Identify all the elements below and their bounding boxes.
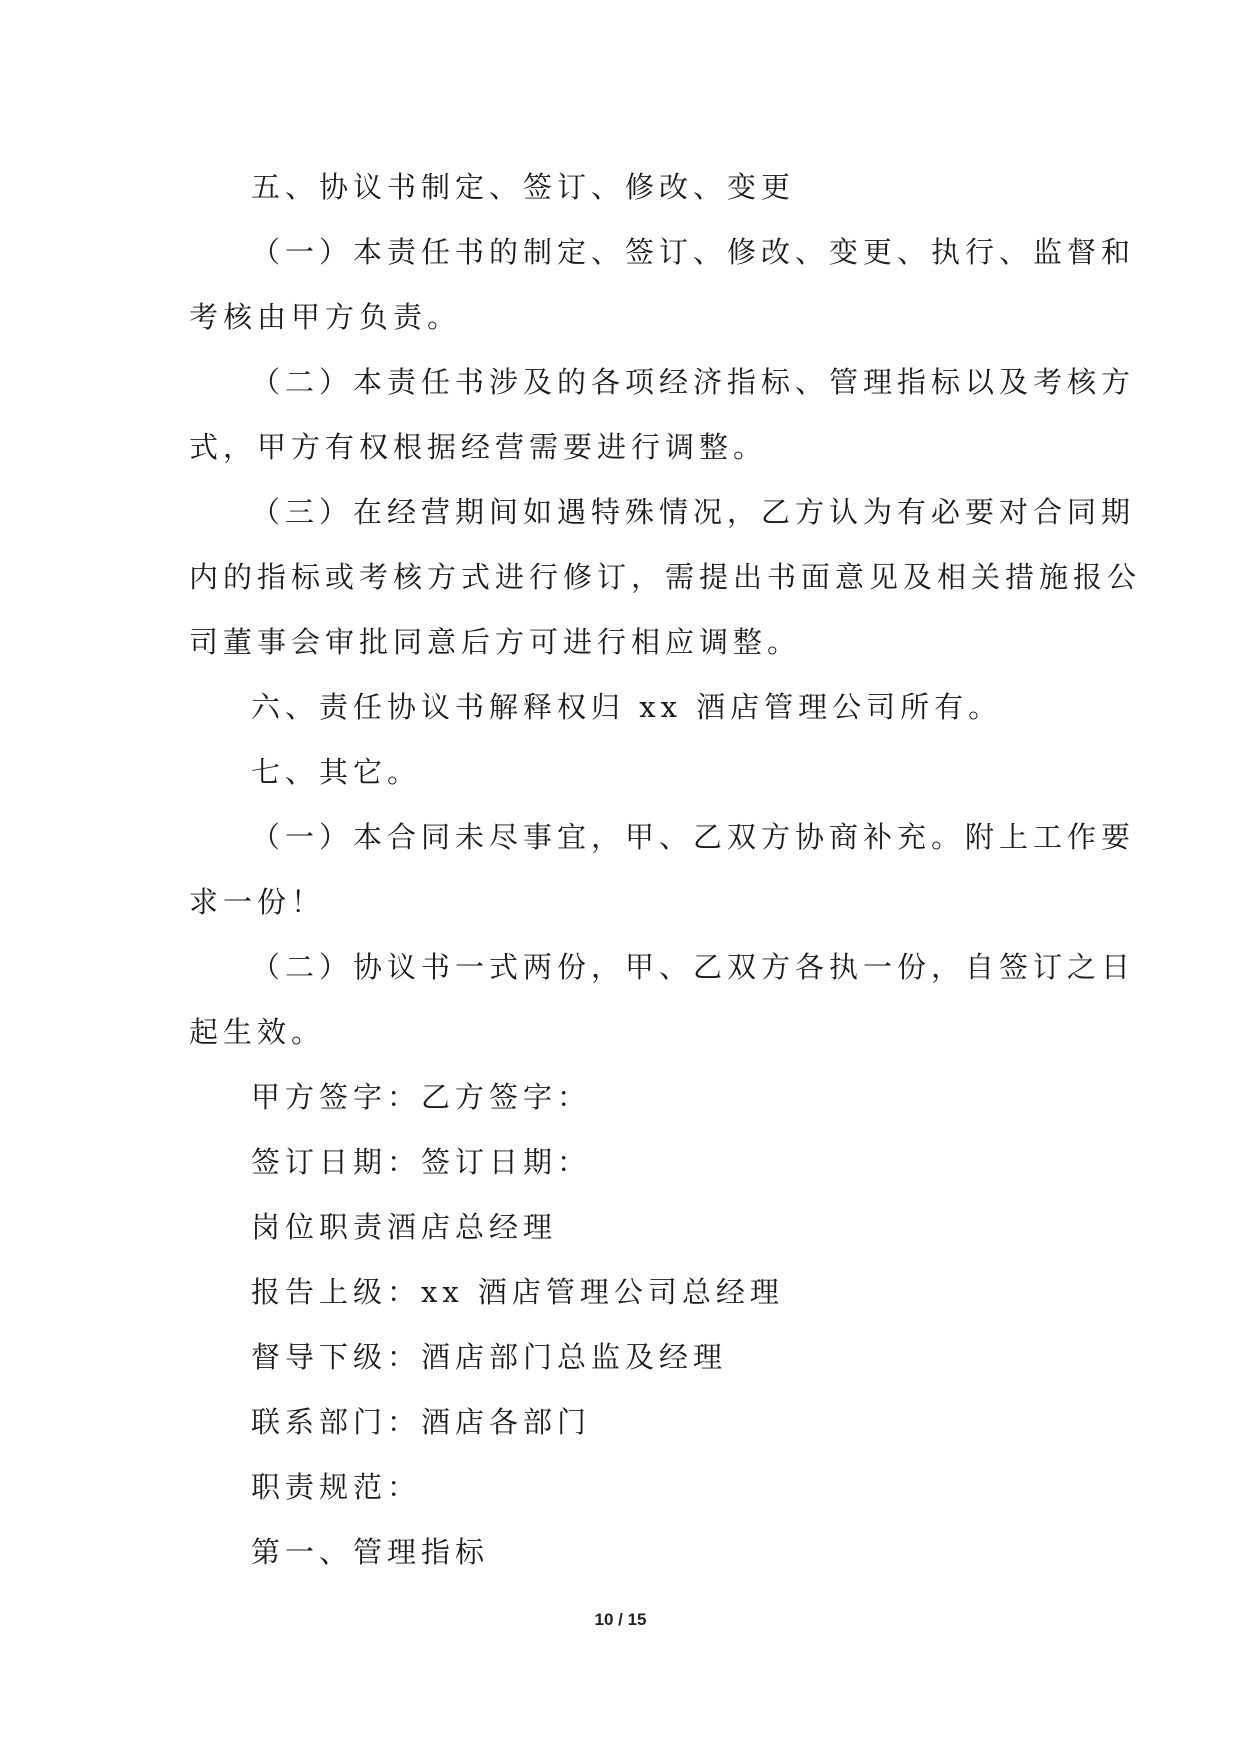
paragraph-line: 起生效。	[189, 1015, 326, 1049]
contact-departments-line: 联系部门：酒店各部门	[251, 1405, 592, 1439]
paragraph-line: 考核由甲方负责。	[189, 300, 462, 334]
management-indicators-heading: 第一、管理指标	[251, 1535, 490, 1569]
paragraph-line: （二）协议书一式两份，甲、乙双方各执一份，自签订之日	[251, 950, 1136, 984]
section-seven-heading: 七、其它。	[251, 755, 422, 789]
paragraph-line: （二）本责任书涉及的各项经济指标、管理指标以及考核方	[251, 365, 1136, 399]
section-six-heading: 六、责任协议书解释权归 xx 酒店管理公司所有。	[251, 690, 1003, 724]
document-body	[189, 155, 1142, 1585]
paragraph-line: 内的指标或考核方式进行修订，需提出书面意见及相关措施报公	[189, 560, 1142, 594]
paragraph-line: 式，甲方有权根据经营需要进行调整。	[189, 430, 768, 464]
signing-date-line: 签订日期：签订日期：	[251, 1145, 592, 1179]
paragraph-line: 司董事会审批同意后方可进行相应调整。	[189, 625, 802, 659]
page-number: 10 / 15	[594, 1610, 647, 1629]
job-title-heading: 岗位职责酒店总经理	[251, 1210, 558, 1244]
paragraph-line: （一）本合同未尽事宜，甲、乙双方协商补充。附上工作要	[251, 820, 1136, 854]
signature-line: 甲方签字：乙方签字：	[251, 1080, 592, 1114]
section-five-heading: 五、协议书制定、签订、修改、变更	[251, 170, 796, 204]
paragraph-line: 求一份！	[189, 885, 326, 919]
paragraph-line: （一）本责任书的制定、签订、修改、变更、执行、监督和	[251, 235, 1136, 269]
supervises-line: 督导下级：酒店部门总监及经理	[251, 1340, 728, 1374]
responsibilities-heading: 职责规范：	[251, 1470, 422, 1504]
reports-to-line: 报告上级：xx 酒店管理公司总经理	[251, 1275, 784, 1309]
paragraph-line: （三）在经营期间如遇特殊情况，乙方认为有必要对合同期	[251, 495, 1136, 529]
